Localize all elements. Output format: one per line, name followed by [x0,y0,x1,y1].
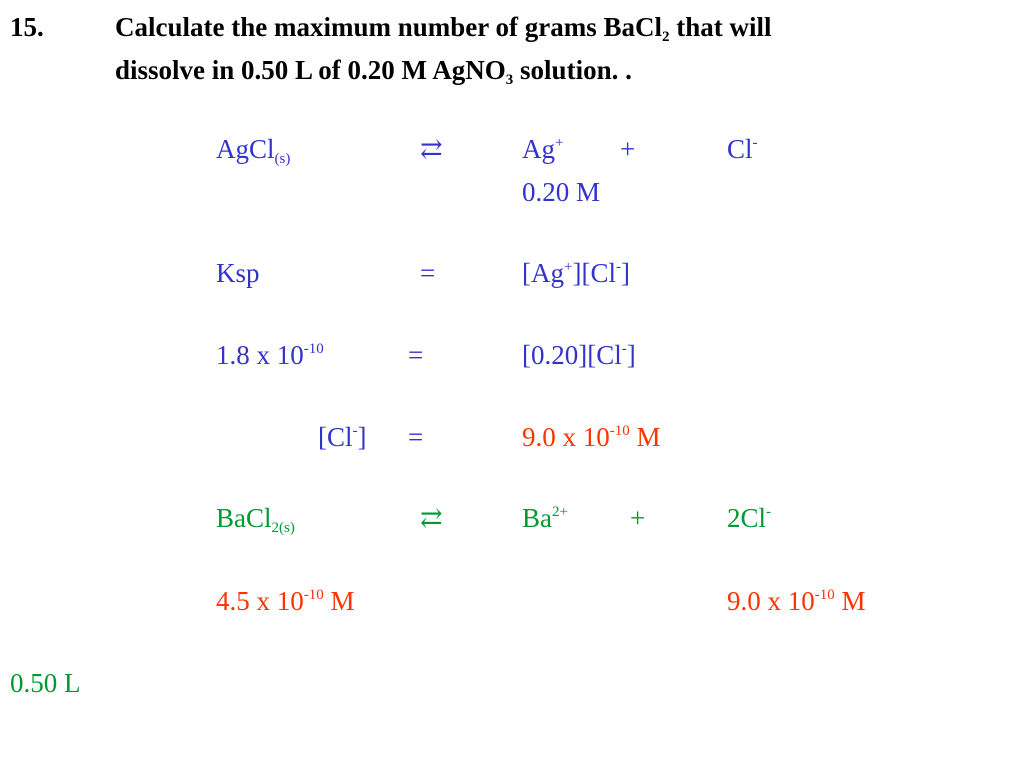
cl-concentration-value: 9.0 x $10^{-10}$ M [522,422,661,452]
eq1-ion2: Cl- [727,134,758,164]
eq1-arrow: ⇄ [420,134,443,164]
problem-text-line-2 [115,55,632,88]
problem-text-2b: solution. . [513,55,632,85]
ksp-label: Ksp [216,258,260,288]
eq2-reactant: BaCl$_{2(s)}$ [216,503,295,536]
eq2-plus: + [630,503,646,533]
ksp-value-expression: [0.20][Cl-] [522,340,636,370]
eq1-ion1: Ag+ [522,134,564,164]
cl-concentration-value-2: 9.0 x $10^{-10}$ M [727,586,866,616]
problem-text-1b: that will [669,12,772,42]
eq2-ion2: 2Cl- [727,503,772,533]
ba-concentration-value: 4.5 x $10^{-10}$ M [216,586,355,616]
cl-concentration-label: [Cl-] [318,422,367,452]
problem-text-2a: dissolve in 0.50 L of 0.20 M AgNO [115,55,506,85]
eq2-ion1: $Ba^{2+}$ [522,503,568,533]
ksp-expression: [Ag+][Cl-] [522,258,630,288]
ksp-value: 1.8 x $10^{-10}$ [216,340,324,370]
ksp-value-equals: = [408,340,424,370]
problem-text-line-1 [115,12,772,45]
eq1-ag-concentration: 0.20 M [522,177,601,207]
eq1-plus: + [620,134,636,164]
ksp-equals: = [420,258,436,288]
eq1-reactant: AgCl$_{(s)}$ [216,134,291,167]
volume-label: 0.50 L [10,668,81,698]
cl-concentration-equals: = [408,422,424,452]
problem-number: 15. [10,12,44,42]
problem-text-1-sub: 2 [661,29,670,45]
eq2-arrow: ⇄ [420,503,443,533]
problem-text-2-sub: 3 [505,72,514,88]
problem-text-1a: Calculate the maximum number of grams BaCl [115,12,662,42]
